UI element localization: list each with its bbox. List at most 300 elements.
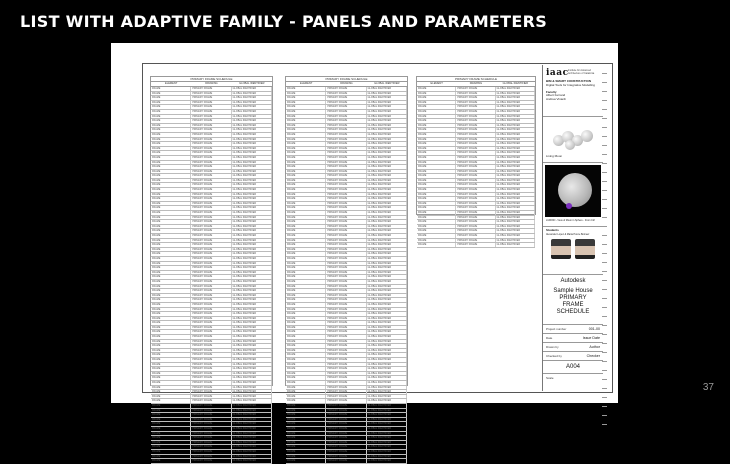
revision-tick — [602, 92, 607, 101]
cell-drawing: PRIMARY FRAME — [191, 358, 231, 362]
cell-element: FRAME — [286, 395, 326, 399]
cell-drawing: PRIMARY FRAME — [326, 436, 366, 440]
cell-drawing: PRIMARY FRAME — [326, 115, 366, 119]
cell-identifier: GLOBAL IDENTIFIER — [232, 202, 272, 206]
cell-identifier: GLOBAL IDENTIFIER — [367, 124, 407, 128]
cell-drawing: PRIMARY FRAME — [326, 174, 366, 178]
cell-element: FRAME — [151, 349, 191, 353]
cell-element: FRAME — [151, 234, 191, 238]
cell-element: FRAME — [286, 441, 326, 445]
cell-drawing: PRIMARY FRAME — [456, 220, 495, 224]
cell-drawing: PRIMARY FRAME — [456, 197, 495, 201]
cell-element: FRAME — [286, 330, 326, 334]
cell-drawing: PRIMARY FRAME — [326, 321, 366, 325]
cell-element: FRAME — [286, 216, 326, 220]
revision-tick — [602, 353, 607, 362]
cell-element: FRAME — [286, 376, 326, 380]
cell-element: FRAME — [286, 413, 326, 417]
image1-caption: Living Moon — [546, 154, 563, 158]
cell-drawing: PRIMARY FRAME — [191, 133, 231, 137]
cell-element: FRAME — [286, 119, 326, 123]
cell-identifier: GLOBAL IDENTIFIER — [367, 211, 407, 215]
cell-identifier: GLOBAL IDENTIFIER — [232, 110, 272, 114]
cell-identifier: GLOBAL IDENTIFIER — [496, 128, 535, 132]
cell-drawing: PRIMARY FRAME — [326, 110, 366, 114]
column-header: ELEMENT — [300, 82, 313, 85]
cell-element: FRAME — [417, 183, 456, 187]
cell-identifier: GLOBAL IDENTIFIER — [367, 308, 407, 312]
cell-element: FRAME — [417, 147, 456, 151]
cell-element: FRAME — [151, 225, 191, 229]
cell-identifier: GLOBAL IDENTIFIER — [367, 289, 407, 293]
cell-drawing: PRIMARY FRAME — [191, 92, 231, 96]
cell-element: FRAME — [417, 92, 456, 96]
sheet-number: A004 — [543, 361, 603, 374]
cell-drawing: PRIMARY FRAME — [191, 399, 231, 403]
schedule-title: PRIMARY FRAME SCHEDULE — [151, 77, 272, 82]
project-name: Sample House — [553, 288, 593, 294]
cell-identifier: GLOBAL IDENTIFIER — [232, 101, 272, 105]
cell-identifier: GLOBAL IDENTIFIER — [232, 87, 272, 91]
cell-element: FRAME — [417, 243, 456, 247]
cell-element: FRAME — [286, 422, 326, 426]
cell-drawing: PRIMARY FRAME — [191, 404, 231, 408]
cell-identifier: GLOBAL IDENTIFIER — [367, 312, 407, 316]
cell-identifier: GLOBAL IDENTIFIER — [232, 266, 272, 270]
cell-identifier: GLOBAL IDENTIFIER — [367, 358, 407, 362]
cell-identifier: GLOBAL IDENTIFIER — [367, 386, 407, 390]
cell-element: FRAME — [286, 211, 326, 215]
cell-element: FRAME — [151, 110, 191, 114]
field-date: Date Issue Date — [543, 334, 603, 343]
cell-element: FRAME — [286, 308, 326, 312]
cell-element: FRAME — [286, 197, 326, 201]
cell-identifier: GLOBAL IDENTIFIER — [232, 161, 272, 165]
cell-element: FRAME — [151, 344, 191, 348]
cell-identifier: GLOBAL IDENTIFIER — [367, 252, 407, 256]
cell-drawing: PRIMARY FRAME — [456, 179, 495, 183]
cell-drawing: PRIMARY FRAME — [326, 432, 366, 436]
cell-drawing: PRIMARY FRAME — [326, 170, 366, 174]
cell-drawing: PRIMARY FRAME — [191, 170, 231, 174]
cell-element: FRAME — [286, 266, 326, 270]
cell-element: FRAME — [151, 395, 191, 399]
cell-element: FRAME — [151, 294, 191, 298]
cell-element: FRAME — [151, 165, 191, 169]
cell-element: FRAME — [286, 225, 326, 229]
cell-drawing: PRIMARY FRAME — [456, 96, 495, 100]
cell-drawing: PRIMARY FRAME — [191, 312, 231, 316]
cell-identifier: GLOBAL IDENTIFIER — [367, 376, 407, 380]
cell-drawing: PRIMARY FRAME — [191, 395, 231, 399]
cell-element: FRAME — [286, 381, 326, 385]
cell-drawing: PRIMARY FRAME — [191, 376, 231, 380]
cell-drawing: PRIMARY FRAME — [191, 128, 231, 132]
cell-identifier: GLOBAL IDENTIFIER — [232, 225, 272, 229]
revision-tick — [602, 371, 607, 380]
cell-element: FRAME — [286, 115, 326, 119]
revision-tick — [602, 398, 607, 407]
cell-identifier: GLOBAL IDENTIFIER — [232, 459, 272, 463]
revision-tick — [602, 416, 607, 425]
cell-identifier: GLOBAL IDENTIFIER — [232, 326, 272, 330]
cell-drawing: PRIMARY FRAME — [191, 289, 231, 293]
cell-element: FRAME — [286, 390, 326, 394]
cell-identifier: GLOBAL IDENTIFIER — [367, 216, 407, 220]
cell-element: FRAME — [417, 188, 456, 192]
cell-drawing: PRIMARY FRAME — [191, 206, 231, 210]
cell-element: FRAME — [151, 119, 191, 123]
cell-element: FRAME — [286, 312, 326, 316]
field-drawn-by: Drawn by Author — [543, 343, 603, 352]
cell-identifier: GLOBAL IDENTIFIER — [232, 317, 272, 321]
cell-identifier: GLOBAL IDENTIFIER — [367, 326, 407, 330]
cell-element: FRAME — [151, 321, 191, 325]
company-name: Autodesk — [560, 278, 586, 284]
cell-element: FRAME — [286, 170, 326, 174]
revision-tick — [602, 119, 607, 128]
revision-tick — [602, 335, 607, 344]
cell-drawing: PRIMARY FRAME — [191, 147, 231, 151]
students-section — [543, 227, 603, 275]
cell-element: FRAME — [286, 280, 326, 284]
cell-identifier: GLOBAL IDENTIFIER — [367, 381, 407, 385]
cell-element: FRAME — [151, 358, 191, 362]
cell-identifier: GLOBAL IDENTIFIER — [232, 280, 272, 284]
cell-element: FRAME — [151, 312, 191, 316]
cell-element: FRAME — [286, 87, 326, 91]
cell-drawing: PRIMARY FRAME — [191, 216, 231, 220]
cell-element: FRAME — [417, 138, 456, 142]
cell-identifier: GLOBAL IDENTIFIER — [496, 234, 535, 238]
cell-drawing: PRIMARY FRAME — [326, 340, 366, 344]
cell-identifier: GLOBAL IDENTIFIER — [496, 147, 535, 151]
cell-drawing: PRIMARY FRAME — [326, 220, 366, 224]
cell-drawing: PRIMARY FRAME — [326, 427, 366, 431]
cell-identifier: GLOBAL IDENTIFIER — [232, 422, 272, 426]
cell-drawing: PRIMARY FRAME — [191, 266, 231, 270]
revision-tick — [602, 209, 607, 218]
cell-drawing: PRIMARY FRAME — [326, 216, 366, 220]
revision-tick — [602, 128, 607, 137]
cell-element: FRAME — [286, 229, 326, 233]
cell-identifier: GLOBAL IDENTIFIER — [367, 436, 407, 440]
cell-identifier: GLOBAL IDENTIFIER — [232, 124, 272, 128]
cell-identifier: GLOBAL IDENTIFIER — [367, 330, 407, 334]
cell-element: FRAME — [151, 441, 191, 445]
cell-drawing: PRIMARY FRAME — [191, 87, 231, 91]
cell-identifier: GLOBAL IDENTIFIER — [232, 142, 272, 146]
cell-identifier: GLOBAL IDENTIFIER — [232, 92, 272, 96]
cell-drawing: PRIMARY FRAME — [326, 161, 366, 165]
cell-identifier: GLOBAL IDENTIFIER — [367, 353, 407, 357]
cell-drawing: PRIMARY FRAME — [326, 289, 366, 293]
cell-drawing: PRIMARY FRAME — [191, 179, 231, 183]
cell-identifier: GLOBAL IDENTIFIER — [232, 220, 272, 224]
cell-identifier: GLOBAL IDENTIFIER — [367, 229, 407, 233]
cell-identifier: GLOBAL IDENTIFIER — [367, 418, 407, 422]
cell-drawing: PRIMARY FRAME — [191, 344, 231, 348]
cell-identifier: GLOBAL IDENTIFIER — [367, 266, 407, 270]
cell-identifier: GLOBAL IDENTIFIER — [232, 170, 272, 174]
schedule-title: PRIMARY FRAME SCHEDULE — [286, 77, 407, 82]
cell-drawing: PRIMARY FRAME — [191, 445, 231, 449]
cell-identifier: GLOBAL IDENTIFIER — [367, 174, 407, 178]
cell-element: FRAME — [151, 340, 191, 344]
cell-element: FRAME — [417, 229, 456, 233]
cell-identifier: GLOBAL IDENTIFIER — [496, 156, 535, 160]
cell-element: FRAME — [286, 243, 326, 247]
cell-element: FRAME — [151, 367, 191, 371]
cell-element: FRAME — [417, 133, 456, 137]
cell-drawing: PRIMARY FRAME — [191, 174, 231, 178]
cell-identifier: GLOBAL IDENTIFIER — [232, 216, 272, 220]
revision-tick — [602, 218, 607, 227]
cell-element: FRAME — [286, 262, 326, 266]
cell-drawing: PRIMARY FRAME — [191, 101, 231, 105]
cell-element: FRAME — [286, 399, 326, 403]
table-row — [151, 459, 272, 464]
cell-element: FRAME — [151, 124, 191, 128]
cell-identifier: GLOBAL IDENTIFIER — [232, 257, 272, 261]
field-checked-by: Checked by Checker — [543, 352, 603, 361]
cell-drawing: PRIMARY FRAME — [456, 193, 495, 197]
revision-tick — [602, 200, 607, 209]
cell-element: FRAME — [151, 427, 191, 431]
cell-element: FRAME — [286, 101, 326, 105]
cell-identifier: GLOBAL IDENTIFIER — [496, 138, 535, 142]
cell-identifier: GLOBAL IDENTIFIER — [232, 303, 272, 307]
cell-drawing: PRIMARY FRAME — [326, 257, 366, 261]
cell-drawing: PRIMARY FRAME — [191, 225, 231, 229]
cell-drawing: PRIMARY FRAME — [191, 427, 231, 431]
cell-drawing: PRIMARY FRAME — [191, 156, 231, 160]
cell-drawing: PRIMARY FRAME — [326, 349, 366, 353]
cell-element: FRAME — [151, 450, 191, 454]
cell-identifier: GLOBAL IDENTIFIER — [232, 275, 272, 279]
cell-identifier: GLOBAL IDENTIFIER — [496, 243, 535, 247]
cell-element: FRAME — [151, 105, 191, 109]
cell-drawing: PRIMARY FRAME — [191, 326, 231, 330]
revision-tick — [602, 191, 607, 200]
cell-element: FRAME — [417, 225, 456, 229]
cell-identifier: GLOBAL IDENTIFIER — [496, 115, 535, 119]
cell-drawing: PRIMARY FRAME — [326, 280, 366, 284]
cell-drawing: PRIMARY FRAME — [191, 432, 231, 436]
cell-identifier: GLOBAL IDENTIFIER — [367, 156, 407, 160]
cell-drawing: PRIMARY FRAME — [326, 202, 366, 206]
cell-element: FRAME — [417, 105, 456, 109]
cell-element: FRAME — [151, 422, 191, 426]
cell-element: FRAME — [417, 115, 456, 119]
cell-element: FRAME — [151, 436, 191, 440]
cell-identifier: GLOBAL IDENTIFIER — [496, 110, 535, 114]
cell-drawing: PRIMARY FRAME — [326, 179, 366, 183]
cell-drawing: PRIMARY FRAME — [326, 101, 366, 105]
schedule-rows — [151, 87, 272, 464]
cell-element: FRAME — [286, 386, 326, 390]
cell-element: FRAME — [417, 211, 456, 215]
cell-element: FRAME — [286, 358, 326, 362]
cell-element: FRAME — [286, 418, 326, 422]
cell-identifier: GLOBAL IDENTIFIER — [496, 133, 535, 137]
cell-identifier: GLOBAL IDENTIFIER — [367, 92, 407, 96]
cell-element: FRAME — [417, 119, 456, 123]
cell-identifier: GLOBAL IDENTIFIER — [232, 133, 272, 137]
cell-drawing: PRIMARY FRAME — [456, 156, 495, 160]
cell-element: FRAME — [417, 193, 456, 197]
cell-element: FRAME — [286, 165, 326, 169]
cell-identifier: GLOBAL IDENTIFIER — [367, 275, 407, 279]
cell-element: FRAME — [417, 128, 456, 132]
cell-element: FRAME — [286, 183, 326, 187]
cell-element: FRAME — [286, 252, 326, 256]
cell-element: FRAME — [151, 285, 191, 289]
cell-element: FRAME — [151, 459, 191, 463]
cell-identifier: GLOBAL IDENTIFIER — [232, 390, 272, 394]
cell-drawing: PRIMARY FRAME — [456, 239, 495, 243]
course-name: Digital Tools for Integrative Modelling — [546, 82, 595, 87]
revision-tick — [602, 146, 607, 155]
cell-drawing: PRIMARY FRAME — [191, 303, 231, 307]
column-header: DRAWING — [469, 82, 483, 85]
cell-element: FRAME — [151, 303, 191, 307]
cell-drawing: PRIMARY FRAME — [326, 395, 366, 399]
cell-element: FRAME — [151, 161, 191, 165]
cell-element: FRAME — [417, 101, 456, 105]
cell-element: FRAME — [151, 280, 191, 284]
cell-identifier: GLOBAL IDENTIFIER — [367, 188, 407, 192]
cell-drawing: PRIMARY FRAME — [326, 119, 366, 123]
field-project-number: Project number 001-00 — [543, 325, 603, 334]
cell-identifier: GLOBAL IDENTIFIER — [232, 115, 272, 119]
cell-element: FRAME — [151, 330, 191, 334]
cell-element: FRAME — [286, 161, 326, 165]
cell-identifier: GLOBAL IDENTIFIER — [232, 344, 272, 348]
cell-drawing: PRIMARY FRAME — [456, 206, 495, 210]
cell-element: FRAME — [151, 376, 191, 380]
cell-drawing: PRIMARY FRAME — [456, 110, 495, 114]
cell-element: FRAME — [151, 202, 191, 206]
cell-element: FRAME — [151, 326, 191, 330]
cell-identifier: GLOBAL IDENTIFIER — [367, 234, 407, 238]
cell-element: FRAME — [151, 308, 191, 312]
cell-drawing: PRIMARY FRAME — [326, 275, 366, 279]
cell-drawing: PRIMARY FRAME — [326, 128, 366, 132]
cell-drawing: PRIMARY FRAME — [191, 363, 231, 367]
cell-element: FRAME — [286, 174, 326, 178]
cell-drawing: PRIMARY FRAME — [456, 133, 495, 137]
cell-drawing: PRIMARY FRAME — [326, 376, 366, 380]
cell-drawing: PRIMARY FRAME — [191, 239, 231, 243]
cell-element: FRAME — [286, 289, 326, 293]
cell-element: FRAME — [286, 340, 326, 344]
cell-drawing: PRIMARY FRAME — [191, 105, 231, 109]
cell-drawing: PRIMARY FRAME — [191, 422, 231, 426]
cell-identifier: GLOBAL IDENTIFIER — [496, 193, 535, 197]
cell-element: FRAME — [286, 363, 326, 367]
cell-element: FRAME — [417, 179, 456, 183]
cell-drawing: PRIMARY FRAME — [456, 161, 495, 165]
cell-drawing: PRIMARY FRAME — [191, 197, 231, 201]
cell-element: FRAME — [151, 197, 191, 201]
cell-drawing: PRIMARY FRAME — [326, 344, 366, 348]
cell-element: FRAME — [286, 335, 326, 339]
cell-drawing: PRIMARY FRAME — [456, 105, 495, 109]
cell-element: FRAME — [286, 317, 326, 321]
cell-drawing: PRIMARY FRAME — [326, 294, 366, 298]
cell-drawing: PRIMARY FRAME — [326, 335, 366, 339]
cell-identifier: GLOBAL IDENTIFIER — [232, 335, 272, 339]
cell-drawing: PRIMARY FRAME — [326, 197, 366, 201]
cell-element: FRAME — [286, 188, 326, 192]
cell-identifier: GLOBAL IDENTIFIER — [232, 376, 272, 380]
cell-drawing: PRIMARY FRAME — [326, 151, 366, 155]
column-header: GLOBAL IDENTIFIER — [374, 82, 400, 85]
revision-tick — [602, 380, 607, 389]
cell-element: FRAME — [151, 206, 191, 210]
cell-drawing: PRIMARY FRAME — [326, 455, 366, 459]
cell-identifier: GLOBAL IDENTIFIER — [367, 257, 407, 261]
slide-title: LIST WITH ADAPTIVE FAMILY - PANELS AND PARAMETERS — [20, 12, 548, 31]
cell-drawing: PRIMARY FRAME — [191, 459, 231, 463]
cell-identifier: GLOBAL IDENTIFIER — [367, 193, 407, 197]
cell-element: FRAME — [151, 390, 191, 394]
cell-identifier: GLOBAL IDENTIFIER — [367, 151, 407, 155]
cell-drawing: PRIMARY FRAME — [191, 115, 231, 119]
cell-identifier: GLOBAL IDENTIFIER — [232, 386, 272, 390]
revision-tick — [602, 101, 607, 110]
cell-element: FRAME — [151, 147, 191, 151]
cell-element: FRAME — [286, 372, 326, 376]
cell-drawing: PRIMARY FRAME — [326, 326, 366, 330]
highlight-marker — [566, 203, 572, 209]
cell-drawing: PRIMARY FRAME — [191, 124, 231, 128]
cell-drawing: PRIMARY FRAME — [326, 372, 366, 376]
cell-element: FRAME — [286, 257, 326, 261]
cell-identifier: GLOBAL IDENTIFIER — [367, 262, 407, 266]
cell-drawing: PRIMARY FRAME — [326, 96, 366, 100]
cell-drawing: PRIMARY FRAME — [191, 243, 231, 247]
cell-drawing: PRIMARY FRAME — [191, 202, 231, 206]
cell-identifier: GLOBAL IDENTIFIER — [367, 96, 407, 100]
students-names: Alexander Lopez & Maria Ponce Borraez — [546, 232, 590, 236]
cell-identifier: GLOBAL IDENTIFIER — [232, 418, 272, 422]
cell-element: FRAME — [286, 124, 326, 128]
cell-identifier: GLOBAL IDENTIFIER — [232, 147, 272, 151]
cell-element: FRAME — [286, 96, 326, 100]
cell-drawing: PRIMARY FRAME — [456, 151, 495, 155]
cell-identifier: GLOBAL IDENTIFIER — [496, 179, 535, 183]
cell-drawing: PRIMARY FRAME — [191, 252, 231, 256]
cell-drawing: PRIMARY FRAME — [456, 225, 495, 229]
cell-identifier: GLOBAL IDENTIFIER — [496, 165, 535, 169]
cell-identifier: GLOBAL IDENTIFIER — [232, 128, 272, 132]
cell-identifier: GLOBAL IDENTIFIER — [232, 432, 272, 436]
cell-drawing: PRIMARY FRAME — [326, 330, 366, 334]
cell-drawing: PRIMARY FRAME — [326, 459, 366, 463]
cell-drawing: PRIMARY FRAME — [326, 239, 366, 243]
cell-drawing: PRIMARY FRAME — [456, 115, 495, 119]
cell-identifier: GLOBAL IDENTIFIER — [367, 239, 407, 243]
cell-identifier: GLOBAL IDENTIFIER — [232, 165, 272, 169]
cell-identifier: GLOBAL IDENTIFIER — [496, 188, 535, 192]
cell-identifier: GLOBAL IDENTIFIER — [367, 298, 407, 302]
cell-identifier: GLOBAL IDENTIFIER — [367, 87, 407, 91]
image2-caption: LUMINO - View of Moon in Sphere - From Ctrl — [546, 219, 595, 222]
cell-identifier: GLOBAL IDENTIFIER — [367, 128, 407, 132]
cell-identifier: GLOBAL IDENTIFIER — [367, 170, 407, 174]
